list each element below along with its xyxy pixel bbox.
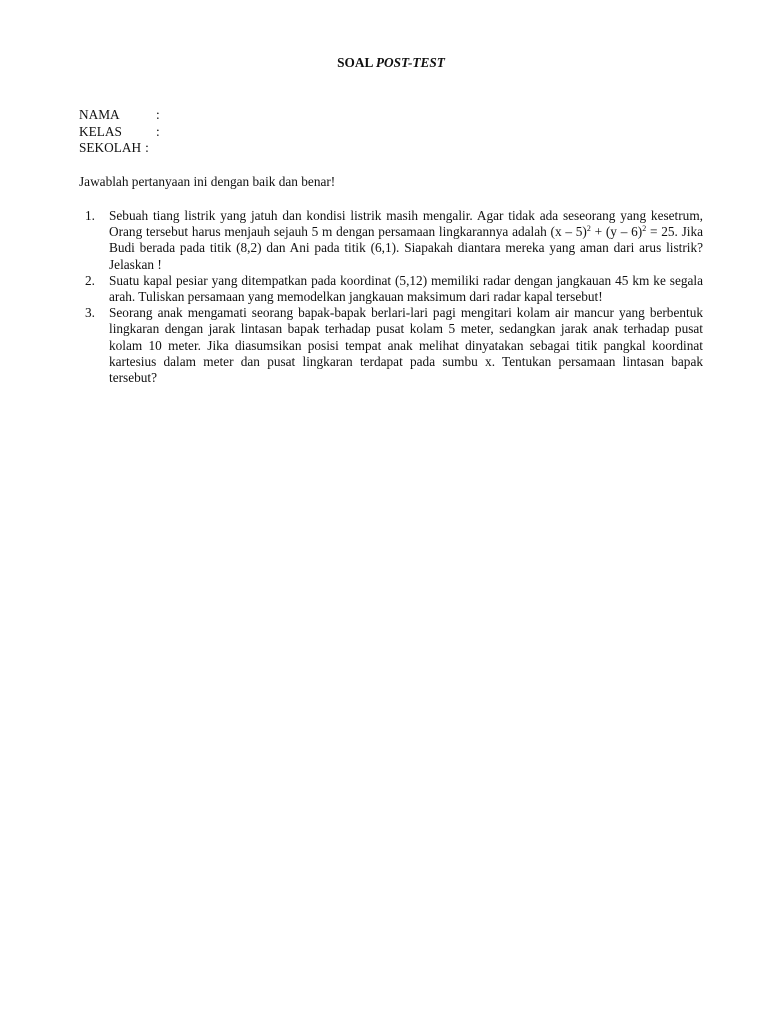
- question-text-part: + (y – 6): [590, 224, 643, 240]
- question-number: 1.: [85, 208, 95, 223]
- identity-label: SEKOLAH: [79, 140, 142, 156]
- title-italic: POST-TEST: [375, 55, 445, 70]
- identity-row-nama: [79, 107, 160, 124]
- identity-fields: [79, 107, 160, 157]
- question-text: [109, 208, 703, 273]
- question-item: [79, 305, 703, 386]
- question-item: [79, 208, 703, 273]
- identity-label: KELAS: [79, 123, 122, 139]
- identity-colon: :: [156, 107, 160, 122]
- identity-colon: :: [156, 123, 160, 139]
- identity-row-kelas: [79, 124, 160, 141]
- question-number: 2.: [85, 272, 95, 288]
- instruction-text: Jawablah pertanyaan ini dengan baik dan benar!: [79, 174, 336, 189]
- question-text: Seorang anak mengamati seorang bapak-bapak berlari-lari pagi mengitari kolam air mancur yang berbentuk lingkaran dengan jarak lintasan bapak terhadap pusat kolam 5 meter, sedangkan jarak anak terhadap pusat kolam 10 meter. Jika diasumsikan posisi tempat anak melihat dinyatakan sebagai titik pangkal koordinat kartesius dalam meter dan pusat lingkaran terdapat pada sumbu x. Tentukan persamaan lintasan bapak tersebut?: [109, 305, 703, 386]
- question-text-part: = 25. Jika Budi berada pada titik (8,2) dan Ani pada titik (6,1). Siapakah diantara mereka yang aman dari arus listrik? Jelaskan !: [109, 224, 703, 272]
- question-list: [79, 208, 703, 386]
- identity-row-sekolah: [79, 140, 160, 157]
- question-text-part: Sebuah tiang listrik yang jatuh dan kondisi listrik masih mengalir. Agar tidak ada seseorang yang kesetrum, Orang tersebut harus menjauh sejauh 5 m dengan persamaan lingkarannya adalah (x – 5): [109, 208, 703, 240]
- question-item: [79, 273, 703, 305]
- title-prefix: SOAL: [337, 55, 376, 70]
- superscript: 2: [586, 224, 591, 234]
- question-text: Suatu kapal pesiar yang ditempatkan pada koordinat (5,12) memiliki radar dengan jangkauan 45 km ke segala arah. Tuliskan persamaan yang memodelkan jangkauan maksimum dari radar kapal tersebut!: [109, 272, 703, 305]
- identity-colon: :: [145, 140, 149, 156]
- superscript: 2: [642, 224, 647, 234]
- question-number: 3.: [85, 305, 95, 321]
- page-title: [0, 55, 768, 71]
- identity-label: NAMA: [79, 107, 120, 122]
